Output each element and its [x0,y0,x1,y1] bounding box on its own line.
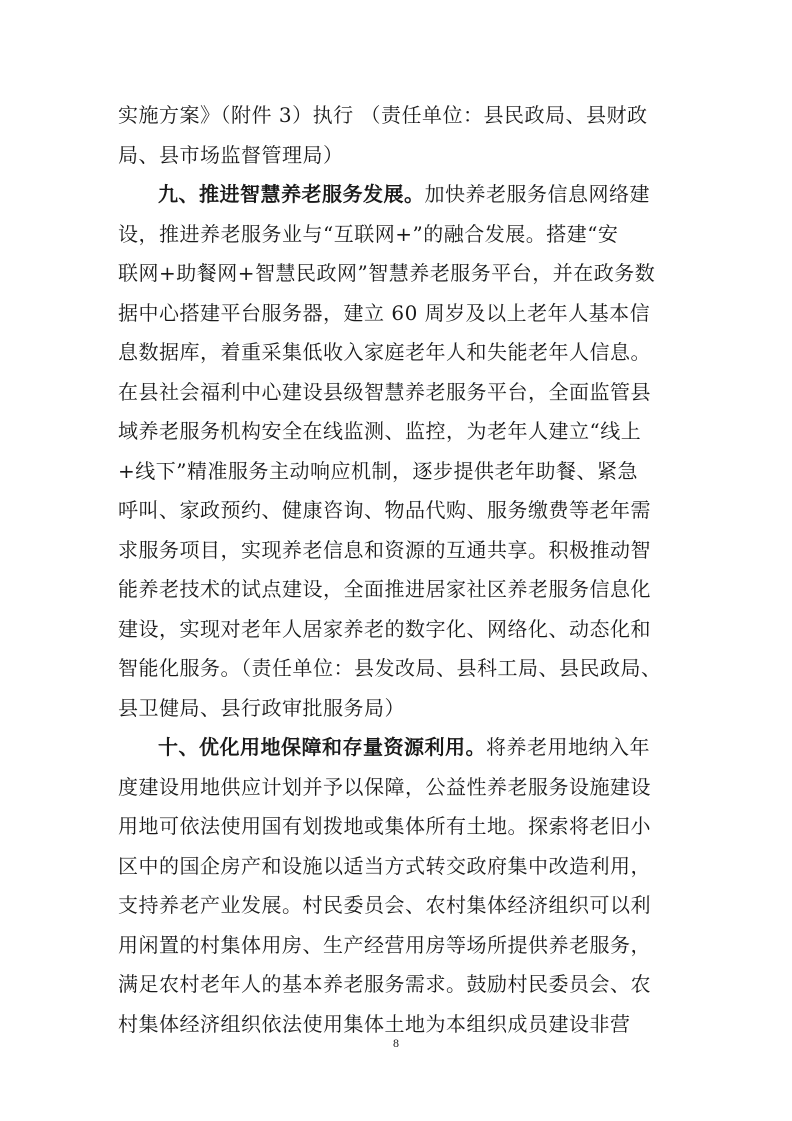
line-text: 联网+助餐网+智慧民政网”智慧养老服务平台，并在政务数 [118,261,656,285]
body-text [118,96,676,1044]
text-line [118,768,676,808]
line-text: 支持养老产业发展。村民委员会、农村集体经济组织可以利 [118,893,651,917]
line-text: 设，推进养老服务业与“互联网+”的融合发展。搭建“安 [118,221,619,246]
line-text: +线下”精准服务主动响应机制，逐步提供老年助餐、紧急 [118,458,638,483]
line-text: 加快养老服务信息网络建 [424,182,650,206]
text-line [118,96,676,136]
line-text: 建设，实现对老年人居家养老的数字化、网络化、动态化和 [118,616,651,641]
text-line [118,294,676,334]
text-line [118,531,676,571]
line-text: 将养老用地纳入年 [486,735,650,759]
text-line [118,847,676,887]
text-line [118,373,676,413]
section-heading: 十、优化用地保障和存量资源利用。 [158,735,486,759]
line-text: 息数据库，着重采集低收入家庭老年人和失能老年人信息。 [118,340,651,364]
text-line [118,965,676,1005]
line-text: 局、县市场监督管理局） [118,142,344,167]
text-line [118,254,676,294]
text-line [118,649,676,689]
text-line [118,136,676,176]
line-text: 用闲置的村集体用房、生产经营用房等场所提供养老服务， [118,932,651,957]
text-line [118,807,676,847]
text-line [118,491,676,531]
line-text: 在县社会福利中心建设县级智慧养老服务平台，全面监管县 [118,379,651,404]
line-text: 用地可依法使用国有划拨地或集体所有土地。探索将老旧小 [118,814,651,838]
text-line [118,610,676,650]
section-heading-line [118,728,676,768]
line-text: 域养老服务机构安全在线监测、监控，为老年人建立“线上 [118,419,642,443]
line-text: 求服务项目，实现养老信息和资源的互通共享。积极推动智 [118,537,651,562]
line-text: 村集体经济组织依法使用集体土地为本组织成员建设非营 [118,1011,631,1036]
text-line [118,333,676,373]
text-line [118,886,676,926]
page-number: 8 [393,1036,399,1050]
section-heading-line [118,175,676,215]
line-text: 实施方案》（附件 3）执行 （责任单位：县民政局、县财政 [118,103,648,127]
text-line [118,570,676,610]
line-text: 区中的国企房产和设施以适当方式转交政府集中改造利用， [118,853,651,878]
line-text: 智能化服务。（责任单位：县发改局、县科工局、县民政局、 [118,656,662,680]
text-line [118,215,676,255]
text-line [118,689,676,729]
section-heading: 九、推进智慧养老服务发展。 [158,182,425,206]
text-line [118,452,676,492]
line-text: 能养老技术的试点建设，全面推进居家社区养老服务信息化 [118,577,651,601]
text-line [118,412,676,452]
line-text: 据中心搭建平台服务器，建立 60 周岁及以上老年人基本信 [118,300,651,325]
line-text: 度建设用地供应计划并予以保障，公益性养老服务设施建设 [118,774,651,799]
line-text: 满足农村老年人的基本养老服务需求。鼓励村民委员会、农 [118,972,651,996]
line-text: 呼叫、家政预约、健康咨询、物品代购、服务缴费等老年需 [118,498,651,522]
line-text: 县卫健局、县行政审批服务局） [118,695,405,720]
text-line [118,926,676,966]
